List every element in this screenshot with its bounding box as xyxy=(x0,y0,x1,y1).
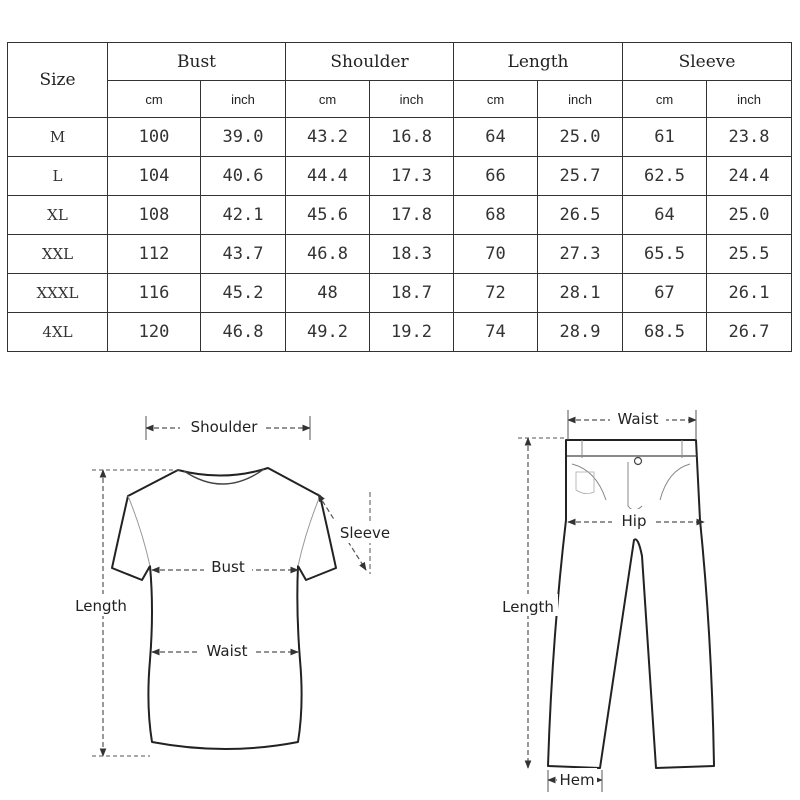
unit-inch: inch xyxy=(201,81,286,118)
bust-header: Bust xyxy=(108,43,286,81)
measurement-cell: 18.3 xyxy=(370,235,454,274)
measurement-cell: 64 xyxy=(454,118,538,157)
measurement-cell: 45.2 xyxy=(201,274,286,313)
pants-diagram xyxy=(498,408,714,792)
measurement-cell: 27.3 xyxy=(538,235,623,274)
measurement-cell: 67 xyxy=(623,274,707,313)
sleeve-header: Sleeve xyxy=(623,43,792,81)
measurement-cell: 19.2 xyxy=(370,313,454,352)
size-cell: 4XL xyxy=(8,313,108,352)
unit-cm: cm xyxy=(454,81,538,118)
measurement-cell: 42.1 xyxy=(201,196,286,235)
measurement-cell: 64 xyxy=(623,196,707,235)
measurement-cell: 39.0 xyxy=(201,118,286,157)
measurement-cell: 62.5 xyxy=(623,157,707,196)
unit-inch: inch xyxy=(707,81,792,118)
measurement-cell: 40.6 xyxy=(201,157,286,196)
measurement-cell: 25.7 xyxy=(538,157,623,196)
measurement-cell: 25.5 xyxy=(707,235,792,274)
shirt-length-label: Length xyxy=(75,597,127,615)
measurement-cell: 26.7 xyxy=(707,313,792,352)
unit-inch: inch xyxy=(370,81,454,118)
unit-cm: cm xyxy=(108,81,201,118)
measurement-cell: 23.8 xyxy=(707,118,792,157)
sleeve-label: Sleeve xyxy=(339,524,391,542)
measurement-cell: 16.8 xyxy=(370,118,454,157)
measurement-cell: 74 xyxy=(454,313,538,352)
measurement-cell: 116 xyxy=(108,274,201,313)
size-cell: XXXL xyxy=(8,274,108,313)
measurement-cell: 26.1 xyxy=(707,274,792,313)
measurement-cell: 43.2 xyxy=(286,118,370,157)
measurement-cell: 70 xyxy=(454,235,538,274)
measurement-cell: 43.7 xyxy=(201,235,286,274)
measurement-cell: 45.6 xyxy=(286,196,370,235)
measurement-cell: 100 xyxy=(108,118,201,157)
measurement-cell: 72 xyxy=(454,274,538,313)
measurement-cell: 48 xyxy=(286,274,370,313)
size-column-header: Size xyxy=(8,43,108,118)
measurement-cell: 44.4 xyxy=(286,157,370,196)
unit-cm: cm xyxy=(286,81,370,118)
pants-length-label: Length xyxy=(502,598,554,616)
unit-cm: cm xyxy=(623,81,707,118)
measurement-cell: 28.1 xyxy=(538,274,623,313)
hip-label: Hip xyxy=(621,512,647,530)
measurement-cell: 65.5 xyxy=(623,235,707,274)
shoulder-label: Shoulder xyxy=(190,418,258,436)
size-cell: L xyxy=(8,157,108,196)
measurement-cell: 25.0 xyxy=(707,196,792,235)
measurement-cell: 120 xyxy=(108,313,201,352)
measurement-cell: 28.9 xyxy=(538,313,623,352)
shirt-waist-label: Waist xyxy=(206,642,248,660)
measurement-cell: 66 xyxy=(454,157,538,196)
pants-outline xyxy=(548,440,714,768)
shoulder-header: Shoulder xyxy=(286,43,454,81)
tshirt-diagram xyxy=(68,416,394,756)
unit-inch: inch xyxy=(538,81,623,118)
measurement-cell: 112 xyxy=(108,235,201,274)
measurement-cell: 17.8 xyxy=(370,196,454,235)
tshirt-outline xyxy=(112,468,336,749)
measurement-cell: 104 xyxy=(108,157,201,196)
measurement-cell: 46.8 xyxy=(286,235,370,274)
pants-button-icon xyxy=(635,458,642,465)
measurement-cell: 18.7 xyxy=(370,274,454,313)
measurement-cell: 49.2 xyxy=(286,313,370,352)
measurement-cell: 46.8 xyxy=(201,313,286,352)
size-cell: XXL xyxy=(8,235,108,274)
measurement-cell: 24.4 xyxy=(707,157,792,196)
size-cell: M xyxy=(8,118,108,157)
measurement-cell: 61 xyxy=(623,118,707,157)
measurement-cell: 68.5 xyxy=(623,313,707,352)
hem-label: Hem xyxy=(559,771,595,789)
measurement-cell: 68 xyxy=(454,196,538,235)
measurement-cell: 17.3 xyxy=(370,157,454,196)
bust-label: Bust xyxy=(211,558,245,576)
measurement-cell: 26.5 xyxy=(538,196,623,235)
measurement-cell: 108 xyxy=(108,196,201,235)
measurement-cell: 25.0 xyxy=(538,118,623,157)
length-header: Length xyxy=(454,43,623,81)
pants-waist-label: Waist xyxy=(617,410,659,428)
size-cell: XL xyxy=(8,196,108,235)
